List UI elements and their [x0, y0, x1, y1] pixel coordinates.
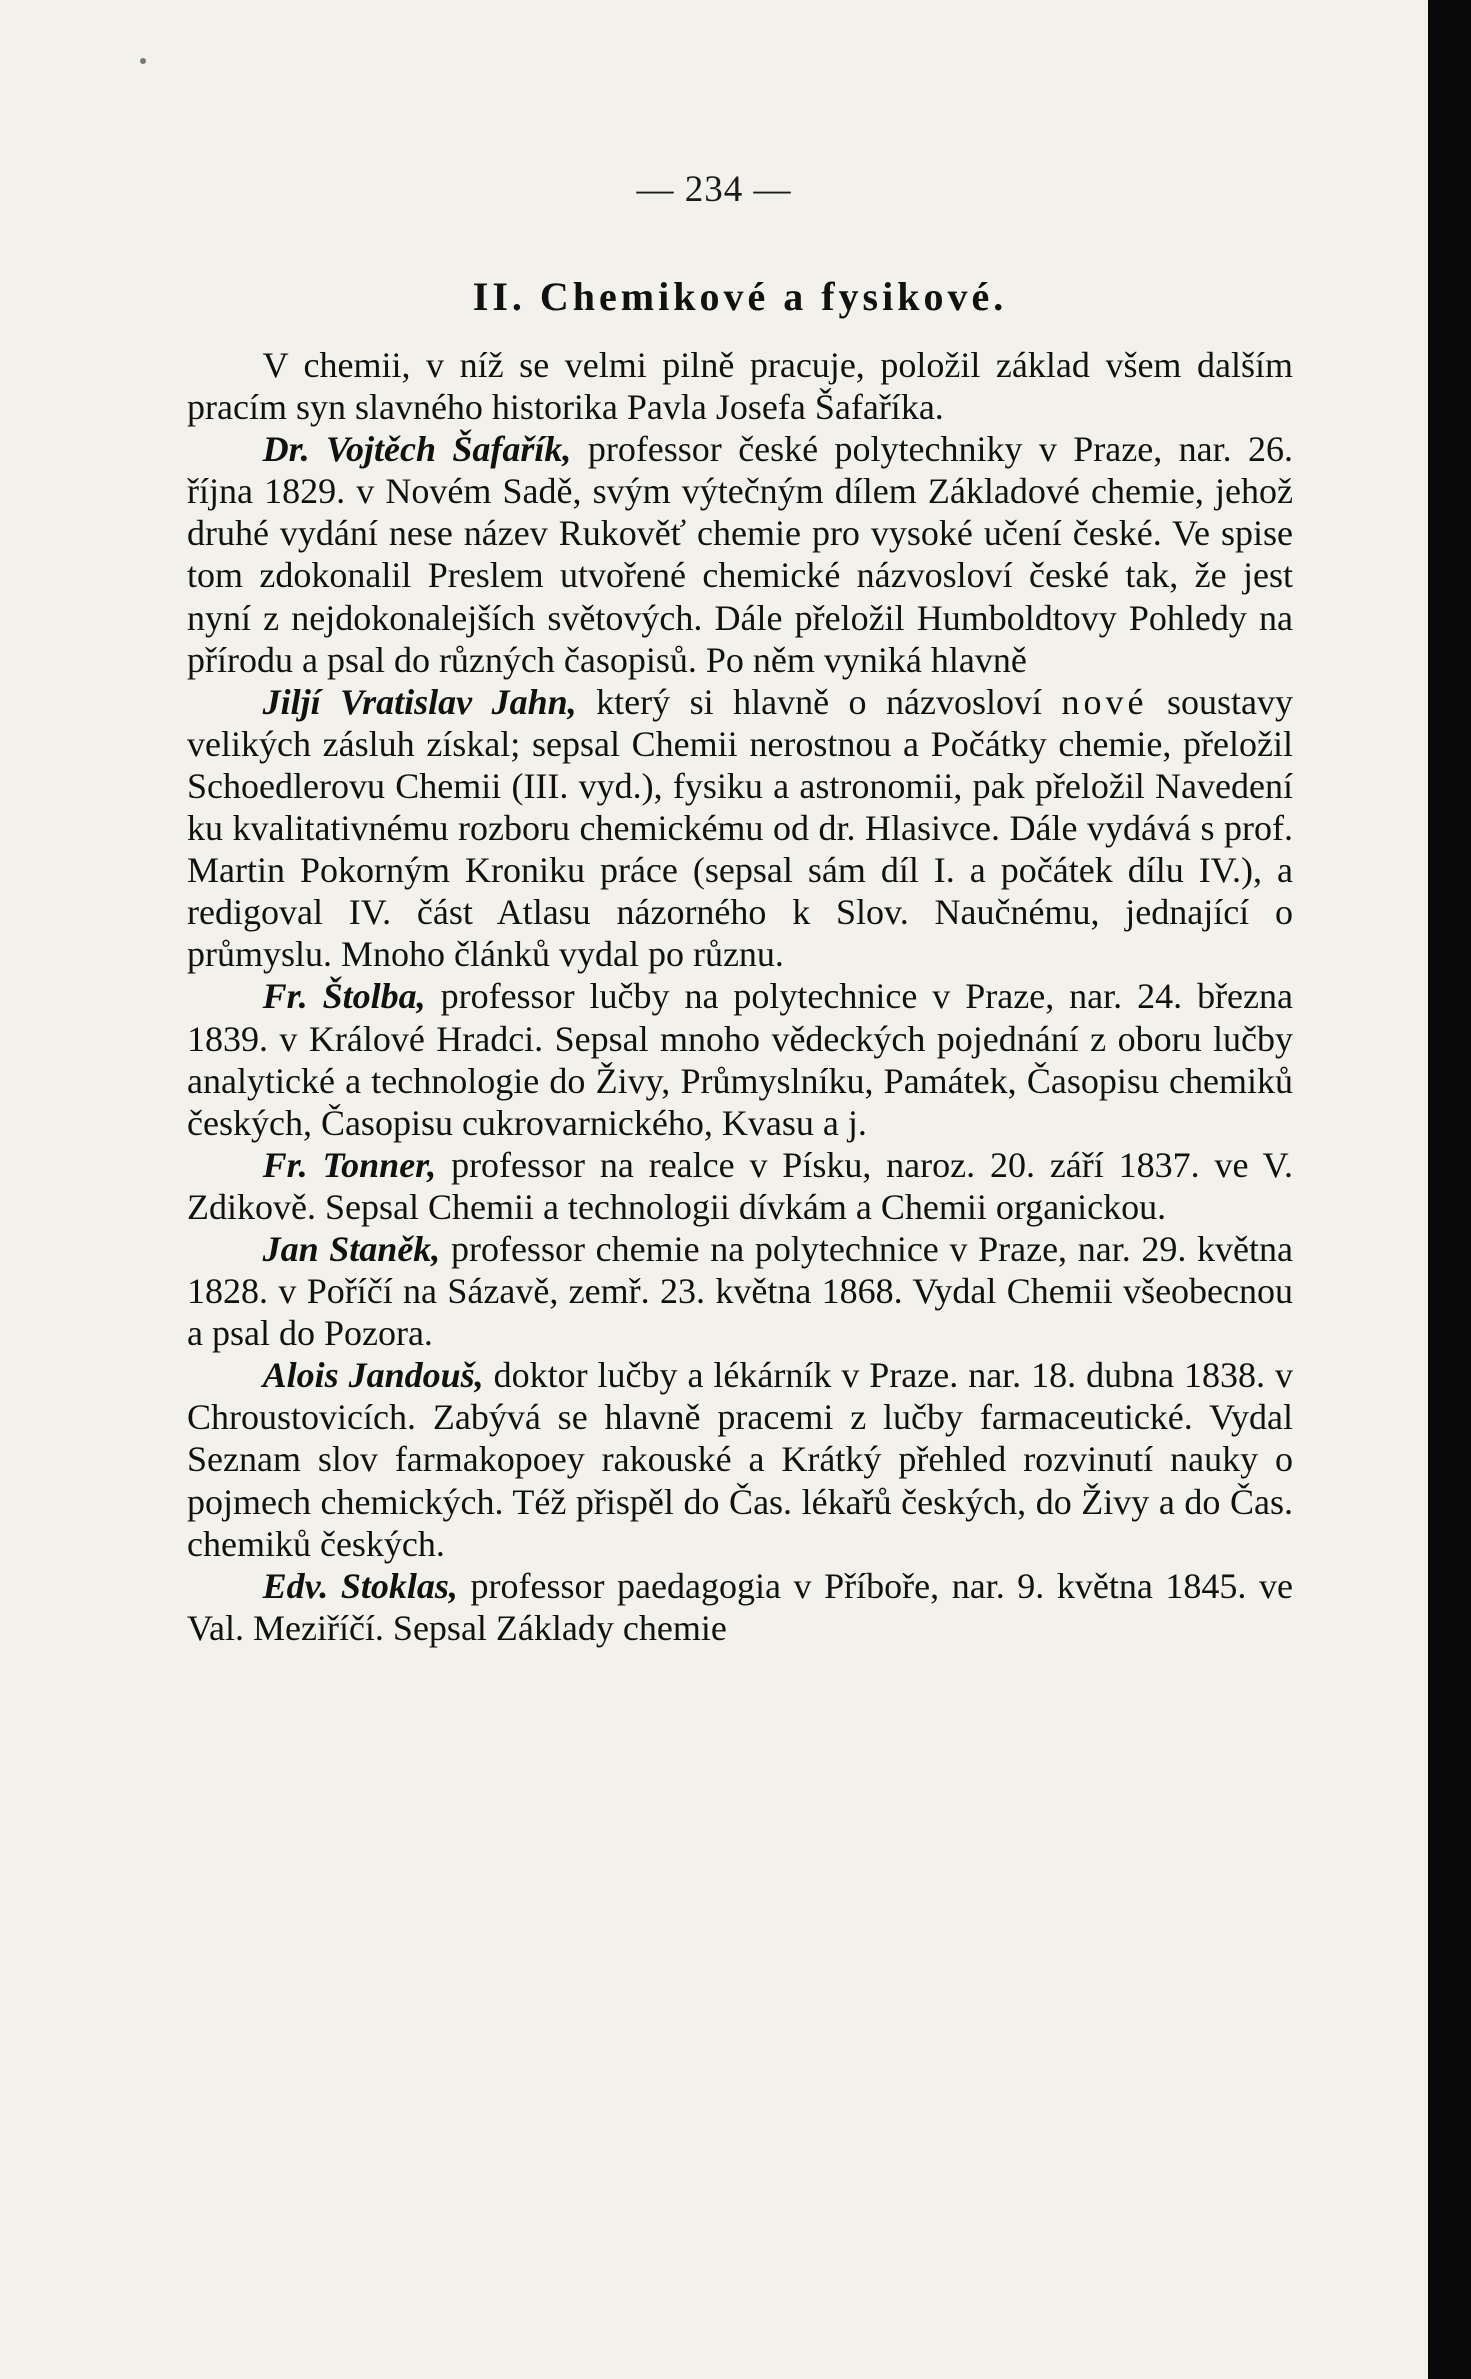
person-name: Alois Jandouš, — [262, 1355, 484, 1396]
person-name: Jan Staněk, — [262, 1228, 441, 1269]
person-name: Jiljí Vratislav Jahn, — [262, 681, 577, 722]
intro-paragraph: V chemii, v níž se velmi pilně pracuje, položil základ všem dalším pracím syn slavného historika Pavla Josefa Šafaříka. — [187, 345, 1293, 428]
person-name: Fr. Tonner, — [262, 1144, 437, 1185]
person-name: Fr. Štolba, — [262, 976, 426, 1017]
entry-text: který si hlavně o názvosloví — [576, 681, 1062, 722]
entry-jahn — [187, 681, 1293, 976]
speck-mark — [140, 58, 146, 64]
entry-text: professor české polytechniky v Praze, nar. 26. října 1829. v Novém Sadě, svým výtečným dílem Základové chemie, jehož druhé vydání nese název Rukověť chemie pro vysoké učení české. Ve spise tom zdokonalil Preslem utvořené chemické názvosloví české tak, že jest nyní z nejdokonalejších světových. Dále přeložil Humboldtovy Pohledy na přírodu a psal do různých časopisů. Po něm vyniká hlavně — [187, 429, 1294, 680]
entry-stanek — [187, 1228, 1293, 1354]
entry-tonner — [187, 1144, 1293, 1228]
entry-stoklas — [187, 1565, 1293, 1649]
entry-text: professor paedagogia v Příboře, nar. 9. května 1845. ve Val. Meziříčí. Sepsal Základy chemie — [187, 1565, 1293, 1648]
entry-text: professor chemie na polytechnice v Praze, nar. 29. května 1828. v Poříčí na Sázavě, zemř. 23. května 1868. Vydal Chemii všeobecnou a psal do Pozora. — [187, 1228, 1294, 1354]
emphasized-word: nové — [1061, 681, 1148, 722]
page-body — [187, 272, 1293, 1649]
entry-text: doktor lučby a lékárník v Praze. nar. 18. dubna 1838. v Chroustovicích. Zabývá se hlavně pracemi z lučby farmaceutické. Vydal Seznam slov farmakopoey rakouské a Krátký přehled rozvinutí nauky o pojmech chemických. Též přispěl do Čas. lékařů českých, do Živy a do Čas. chemiků českých. — [187, 1355, 1293, 1564]
page-number: — 234 — — [636, 169, 792, 210]
person-name: Dr. Vojtěch Šafařík, — [262, 429, 572, 470]
section-title: II. Chemikové a fysikové. — [472, 274, 1008, 319]
page-binding-edge — [1428, 0, 1471, 2379]
person-name: Edv. Stoklas, — [262, 1565, 458, 1606]
entry-safarik — [187, 428, 1293, 681]
entry-jandous — [187, 1354, 1293, 1564]
entry-text: soustavy velikých zásluh získal; sepsal Chemii nerostnou a Počátky chemie, přeložil Schoedlerovu Chemii (III. vyd.), fysiku a astronomii, pak přeložil Navedení ku kvalitativnému rozboru chemickému od dr. Hlasivce. Dále vydává s prof. Martin Pokorným Kroniku práce (sepsal sám díl I. a počátek dílu IV.), a redigoval IV. část Atlasu názorného k Slov. Naučnému, jednající o průmyslu. Mnoho článků vydal po různu. — [187, 681, 1293, 975]
entry-stolba — [187, 975, 1293, 1143]
entry-text: professor na realce v Písku, naroz. 20. září 1837. ve V. Zdikově. Sepsal Chemii a technologii dívkám a Chemii organickou. — [187, 1144, 1293, 1227]
entry-text: professor lučby na polytechnice v Praze, nar. 24. března 1839. v Králové Hradci. Sepsal mnoho vědeckých pojednání z oboru lučby analytické a technologie do Živy, Průmyslníku, Památek, Časopisu chemiků českých, Časopisu cukrovarnického, Kvasu a j. — [187, 976, 1293, 1143]
